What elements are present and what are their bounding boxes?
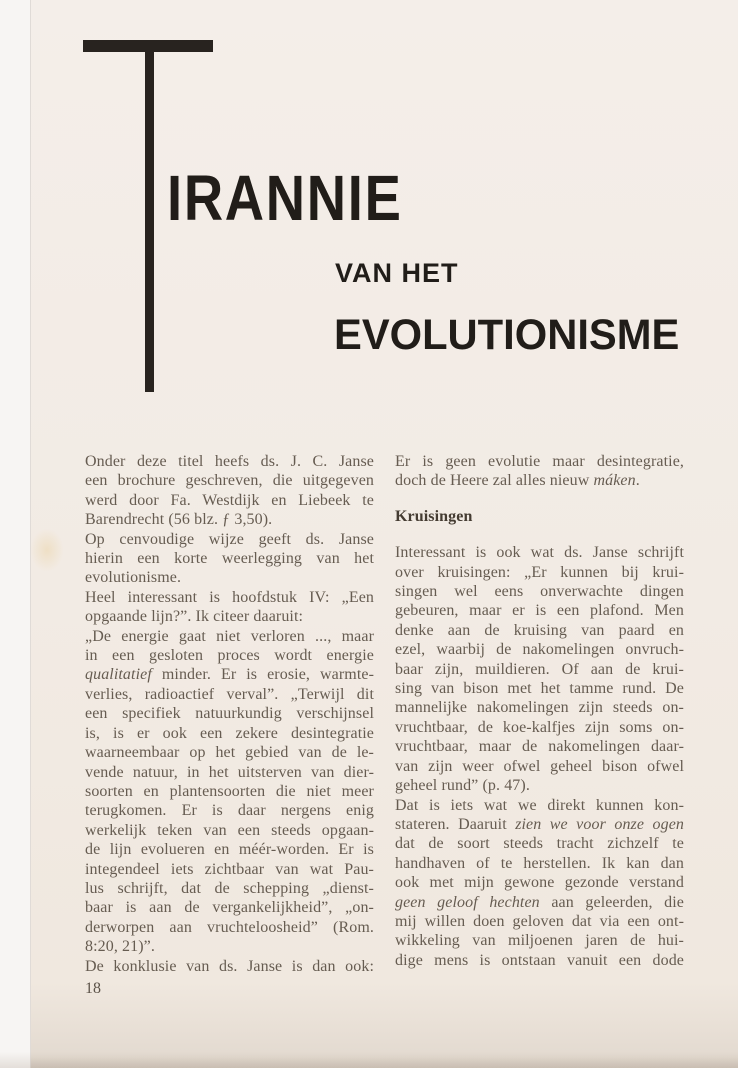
text-line: over kruisingen: „Er kunnen bij krui- xyxy=(395,563,684,581)
text-line: qualitatief minder. Er is erosie, warmte- xyxy=(85,666,374,684)
text-line: hierin een korte weerlegging van het xyxy=(85,550,374,568)
text-line: dige mens is ontstaan vanuit een dode xyxy=(395,951,684,969)
text-line: vende natuur, in het uitsterven van dier- xyxy=(85,763,374,781)
text-line: Op cenvoudige wijze geeft ds. Janse xyxy=(85,530,374,548)
text-line: Heel interessant is hoofdstuk IV: „Een xyxy=(85,588,374,606)
article-title-part-evolutionisme: EVOLUTIONISME xyxy=(334,311,680,359)
text-line: een specifiek natuurkundig verschijnsel xyxy=(85,705,374,723)
text-line: een brochure geschreven, die uitgegeven xyxy=(85,472,374,490)
text-line: terugkomen. Er is daar nergens enig xyxy=(85,802,374,820)
text-line: Barendrecht (56 blz. ƒ 3,50). xyxy=(85,511,273,529)
page-number: 18 xyxy=(85,980,101,997)
article-title-part-irannie: IRANNIE xyxy=(167,162,403,234)
text-line: in een gesloten proces wordt energie xyxy=(85,647,374,665)
text-line: werd door Fa. Westdijk en Liebeek te xyxy=(85,491,374,509)
page-bottom-shadow xyxy=(0,1052,738,1068)
text-line: van zijn weer ofwel geheel bison ofwel xyxy=(395,757,684,775)
text-line: denke aan de kruising van paard en xyxy=(395,621,684,639)
text-line: Onder deze titel heefs ds. J. C. Janse xyxy=(85,453,374,470)
text-line: ook met mijn gewone gezonde verstand xyxy=(395,874,684,892)
text-line: is, is er ook een zekere desintegratie xyxy=(85,724,374,742)
article-title-part-van-het: VAN HET xyxy=(335,258,459,288)
text-line: ezel, waarbij de nakomelingen onvruch- xyxy=(395,641,684,659)
text-line: lus schrijft, dat de schepping „dienst- xyxy=(85,879,374,897)
right-column xyxy=(395,452,684,976)
text-line: baar is aan de vergankelijkheid”, „on- xyxy=(85,899,374,917)
text-line: derworpen aan vruchteloosheid” (Rom. xyxy=(85,918,374,936)
text-line: vruchtbaar, de koe-kalfjes zijn soms on- xyxy=(395,718,684,736)
text-line: vruchtbaar, maar de nakomelingen daar- xyxy=(395,738,684,756)
text-line: werkelijk teken van een steeds opgaan- xyxy=(85,821,374,839)
text-line: opgaande lijn?”. Ik citeer daaruit: xyxy=(85,608,304,626)
text-line: singen wel eens onverwachte dingen xyxy=(395,583,684,601)
section-heading: Kruisingen xyxy=(395,507,473,525)
text-line: geen geloof hechten aan geleerden, die xyxy=(395,893,684,911)
text-line: Interessant is ook wat ds. Janse schrijft xyxy=(395,544,684,562)
text-line: baar zijn, muildieren. Of aan de krui- xyxy=(395,660,684,678)
page-left-edge xyxy=(0,0,31,1068)
text-line: geheel rund” (p. 47). xyxy=(395,777,530,795)
text-line: soorten en plantensoorten die niet meer xyxy=(85,782,374,800)
left-column xyxy=(85,452,374,976)
text-line: verlies, radioactief verval”. „Terwijl dit xyxy=(85,685,374,703)
text-line: integendeel iets zichtbaar van wat Pau- xyxy=(85,860,374,878)
text-line: handhaven of te herstellen. Ik kan dan xyxy=(395,854,684,872)
text-line: de lijn evolueren en méér-worden. Er is xyxy=(85,841,374,859)
text-line: De konklusie van ds. Janse is dan ook: xyxy=(85,957,374,975)
text-line: stateren. Daaruit zien we voor onze ogen xyxy=(395,815,684,833)
text-line: doch de Heere zal alles nieuw máken. xyxy=(395,472,640,490)
text-line: sing van bison met het tamme rund. De xyxy=(395,680,684,698)
text-line: Dat is iets wat we direkt kunnen kon- xyxy=(395,796,684,814)
text-line: wikkeling van miljoenen jaren de hui- xyxy=(395,932,684,950)
text-line: waarneembaar op het gebied van de le- xyxy=(85,744,374,762)
text-line: dat de soort steeds tracht zichzelf te xyxy=(395,835,684,853)
text-line: mij willen doen geloven dat via een ont- xyxy=(395,912,684,930)
text-line: gebeuren, maar er is een plafond. Men xyxy=(395,602,684,620)
text-line: evolutionisme. xyxy=(85,569,182,587)
text-line: Er is geen evolutie maar desintegratie, xyxy=(395,453,684,470)
text-line: 8:20, 21)”. xyxy=(85,938,155,956)
paper-stain xyxy=(30,528,64,572)
decorative-t-vertical-bar xyxy=(145,50,154,392)
text-line: mannelijke nakomelingen zijn steeds on- xyxy=(395,699,684,717)
text-line: „De energie gaat niet verloren ..., maar xyxy=(85,627,374,645)
article-body xyxy=(85,452,685,976)
